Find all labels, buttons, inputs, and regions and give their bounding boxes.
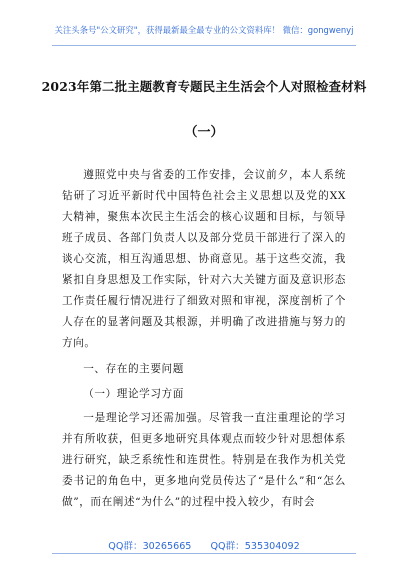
header-banner: 关注头条号"公文研究"，获得最新最全最专业的公文资料库！ 微信：gongwenyj	[54, 25, 354, 35]
header-divider	[52, 45, 356, 46]
section-heading: 一、存在的主要问题	[83, 363, 184, 375]
footer-contacts	[0, 538, 408, 552]
body-paragraph-2: 一是理论学习还需加强。尽管我一直注重理论的学习并有所收获，但更多地研究具体观点而较少针对思想体系进行研究，缺乏系统性和连贯性。特别是在我作为机关党委书记的角色中，更多地向党员传达了“是什么”和“怎么做”，而在阐述“为什么”的过程中投入较少，有时会	[62, 412, 346, 508]
document-title: 2023年第二批主题教育专题民主生活会个人对照检查材料	[41, 79, 367, 94]
footer-divider	[52, 553, 356, 554]
footer-qq-group-2: QQ群：535304092	[210, 541, 300, 552]
document-subtitle: （一）	[184, 125, 224, 140]
body-paragraph-1: 遵照党中央与省委的工作安排，会议前夕，本人系统钻研了习近平新时代中国特色社会主义思想以及党的XX大精神，聚焦本次民主生活会的核心议题和目标，与领导班子成员、各部门负责人以及部分党员干部进行了深入的谈心交流，相互沟通思想、协商意见。基于这些交流，我紧扣自身思想及工作实际，针对六大关键方面及意识形态工作责任履行情况进行了细致对照和审视，深度剖析了个人存在的显著问题及其根源，并明确了改进措施与努力的方向。	[62, 169, 346, 349]
subsection-heading: （一）理论学习方面	[83, 388, 184, 400]
footer-qq-group-1: QQ群：30265665	[108, 541, 192, 552]
